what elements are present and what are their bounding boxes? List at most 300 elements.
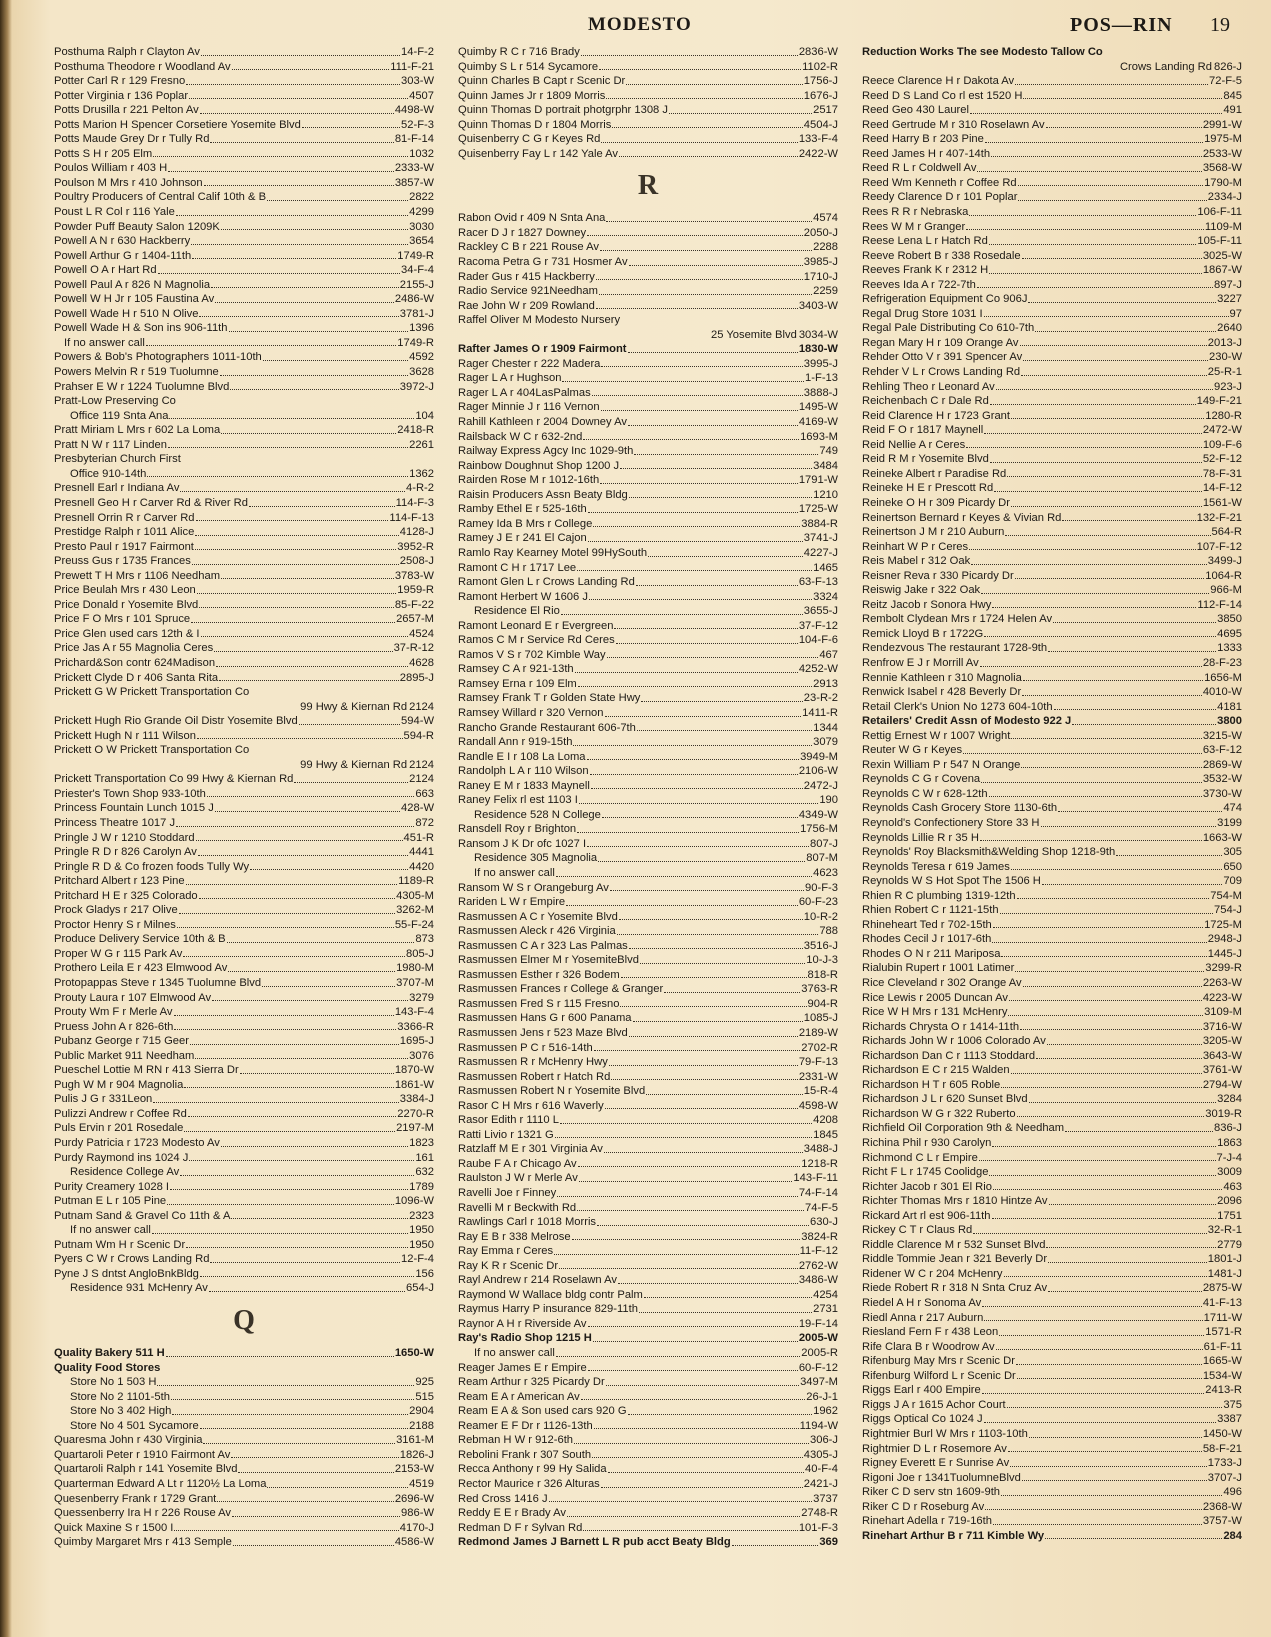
dot-leader	[634, 454, 818, 455]
dot-leader	[609, 1065, 798, 1066]
listing-phone: 2005-R	[801, 1347, 838, 1360]
dot-leader	[990, 404, 1196, 405]
listing-row	[458, 1317, 838, 1332]
listing-phone: 4628	[409, 656, 434, 669]
dot-leader	[626, 84, 803, 85]
listing-name: Rialubin Rupert r 1001 Latimer	[862, 962, 1015, 975]
dot-leader	[556, 1356, 800, 1357]
listing-name: Powell Paul A r 826 N Magnolia	[54, 278, 211, 291]
listing-phone: 2486-W	[394, 293, 434, 306]
dot-leader	[596, 308, 798, 309]
listing-phone: 3972-J	[399, 380, 434, 393]
listing-phone: 2124	[409, 758, 434, 771]
dot-leader	[1020, 345, 1207, 346]
listing-phone: 37-F-12	[798, 619, 838, 632]
listing-phone: 2418-R	[397, 424, 434, 437]
dot-leader	[302, 127, 400, 128]
dot-leader	[588, 1370, 798, 1371]
listing-row	[862, 394, 1242, 409]
listing-row	[458, 211, 838, 226]
listing-phone: 2904	[409, 1405, 434, 1418]
dot-leader	[596, 279, 803, 280]
listing-phone: 1561-W	[1202, 496, 1242, 509]
listing-name: Rice Lewis r 2005 Duncan Av	[862, 991, 1008, 1004]
dot-leader	[588, 512, 798, 513]
dot-leader	[221, 1146, 408, 1147]
listing-name: Richter Jacob r 301 El Rio	[862, 1180, 992, 1193]
listing-name: Rasmussen Hans G r 600 Panama	[458, 1012, 632, 1025]
listing-phone: 1863	[1217, 1137, 1242, 1150]
listing-row	[458, 764, 838, 779]
listing-name: Quick Maxine S r 1500 I	[54, 1521, 174, 1534]
listing-row	[54, 700, 434, 715]
listing-name: Putnam Wm H r Scenic Dr	[54, 1238, 186, 1251]
listing-row	[862, 1092, 1242, 1107]
dot-leader	[608, 1472, 804, 1473]
listing-phone: 1826-J	[399, 1448, 434, 1461]
listing-name: Rariden L W r Empire	[458, 896, 566, 909]
dot-leader	[664, 992, 800, 993]
dot-leader	[191, 622, 395, 623]
dot-leader	[989, 244, 1197, 245]
listing-name: Riker C D serv stn 1609-9th	[862, 1486, 1001, 1499]
dot-leader	[619, 156, 798, 157]
listing-name: Potts Marion H Spencer Corsetiere Yosemite Blvd	[54, 118, 301, 131]
listing-name: Pyne J S dntst AngloBnkBldg	[54, 1267, 199, 1280]
listing-row	[54, 132, 434, 147]
listing-name: If no answer call	[474, 866, 555, 879]
dot-leader	[984, 316, 1229, 317]
listing-row	[862, 249, 1242, 264]
listing-phone: 2748-R	[801, 1507, 838, 1520]
listing-name: Richards Chrysta O r 1414-11th	[862, 1020, 1020, 1033]
listing-row	[862, 307, 1242, 322]
listing-row	[458, 808, 838, 823]
listing-phone: 1-F-13	[805, 372, 838, 385]
listing-row	[458, 132, 838, 147]
listing-name: Reduction Works The see Modesto Tallow Co	[862, 46, 1103, 58]
listing-row	[54, 1506, 434, 1521]
listing-row	[862, 1296, 1242, 1311]
listing-phone: 111-F-21	[390, 60, 434, 73]
listing-phone: 2508-J	[399, 555, 434, 568]
listing-phone: 3387	[1217, 1413, 1242, 1426]
listing-name: Ramont C H r 1717 Lee	[458, 561, 577, 574]
listing-row	[862, 525, 1242, 540]
listing-row	[458, 1273, 838, 1288]
dot-leader	[969, 215, 1196, 216]
dot-leader	[991, 156, 1202, 157]
listing-row	[862, 438, 1242, 453]
listing-phone: 3205-W	[1202, 1035, 1242, 1048]
listing-row	[54, 1165, 434, 1180]
listing-row	[862, 423, 1242, 438]
listing-name: Presnell Orrin R r Carver Rd	[54, 511, 195, 524]
dot-leader	[589, 599, 812, 600]
dot-leader	[1065, 1131, 1213, 1132]
listing-row	[54, 423, 434, 438]
listing-name: Reichenbach C r Dale Rd	[862, 395, 989, 408]
listing-row	[54, 787, 434, 802]
listing-name: Residence El Rio	[474, 605, 560, 618]
listing-phone: 3488-J	[803, 1143, 838, 1156]
listing-phone: 52-F-12	[1202, 453, 1242, 466]
section-letter-heading: R	[637, 170, 659, 202]
listing-name: Rayl Andrew r 214 Roselawn Av	[458, 1274, 617, 1287]
dot-leader	[605, 716, 802, 717]
listing-row	[862, 1165, 1242, 1180]
listing-phone: 1801-J	[1207, 1253, 1242, 1266]
listing-name: Pueschel Lottie M RN r 413 Sierra Dr	[54, 1064, 239, 1077]
listing-row	[862, 1369, 1242, 1384]
dot-leader	[996, 1349, 1203, 1350]
dot-leader	[267, 200, 408, 201]
listing-name: Ravelli M r Beckwith Rd	[458, 1201, 577, 1214]
listing-phone: 3850	[1217, 613, 1242, 626]
dot-leader	[981, 782, 1202, 783]
listing-name: Rasmussen Aleck r 426 Virginia	[458, 925, 616, 938]
listing-row	[458, 226, 838, 241]
dot-leader	[174, 1530, 398, 1531]
listing-phone: 1711-W	[1203, 1311, 1242, 1324]
listing-row	[458, 415, 838, 430]
listing-name: Rhien Robert C r 1121-15th	[862, 904, 999, 917]
dot-leader	[984, 636, 1216, 637]
listing-row	[458, 1099, 838, 1114]
dot-leader	[579, 803, 819, 804]
dot-leader	[201, 55, 400, 56]
listing-row	[54, 671, 434, 686]
listing-name: Pubanz George r 715 Geer	[54, 1035, 189, 1048]
listing-name: Richardson W G r 322 Ruberto	[862, 1107, 1016, 1120]
dot-leader	[629, 265, 803, 266]
listing-name: Ray's Radio Shop 1215 H	[458, 1332, 592, 1345]
listing-row	[458, 1462, 838, 1477]
listing-phone: 2640	[1217, 322, 1242, 335]
listing-row	[458, 735, 838, 750]
listing-row	[458, 706, 838, 721]
dot-leader	[1000, 913, 1213, 914]
dot-leader	[990, 462, 1202, 463]
dot-leader	[1058, 811, 1222, 812]
listing-row	[458, 691, 838, 706]
listing-name: Rager L A r Hughson	[458, 372, 562, 385]
listing-name: Prestidge Ralph r 1011 Alice	[54, 526, 195, 539]
listing-name: Retailers' Credit Assn of Modesto 922 J	[862, 715, 1072, 728]
listing-row	[862, 583, 1242, 598]
listing-name: Reed Harry B r 203 Pine	[862, 133, 984, 146]
listing-name: Prouty Laura r 107 Elmwood Av	[54, 991, 212, 1004]
listing-name: Ransdell Roy r Brighton	[458, 823, 577, 836]
listing-name: Quartaroli Ralph r 141 Yosemite Blvd	[54, 1463, 238, 1476]
listing-name: Rasmussen A C r Yosemite Blvd	[458, 910, 618, 923]
listing-phone: 2533-W	[1202, 147, 1242, 160]
dot-leader	[592, 1457, 803, 1458]
dot-leader	[629, 1036, 798, 1037]
dot-leader	[1008, 1451, 1202, 1452]
listing-phone: 4299	[409, 206, 434, 219]
listing-row	[458, 1375, 838, 1390]
listing-phone: 74-F-14	[798, 1187, 838, 1200]
listing-name: Pringle R D & Co frozen foods Tully Wy	[54, 860, 250, 873]
listing-name: Riddle Clarence M r 532 Sunset Blvd	[862, 1238, 1046, 1251]
listing-row	[862, 1238, 1242, 1253]
listing-name: Rifenburg May Mrs r Scenic Dr	[862, 1355, 1015, 1368]
listing-name: Store No 1 503 H	[70, 1376, 157, 1389]
dot-leader	[577, 1210, 804, 1211]
listing-phone: 4592	[409, 351, 434, 364]
listing-phone: 3952-R	[397, 540, 434, 553]
listing-phone: 650	[1223, 860, 1242, 873]
dot-leader	[1049, 1204, 1217, 1205]
listing-phone: 2696-W	[394, 1492, 434, 1505]
listing-row	[54, 60, 434, 75]
listing-phone: 2013-J	[1207, 336, 1242, 349]
dot-leader	[566, 905, 798, 906]
listing-row	[862, 816, 1242, 831]
listing-name: Ramby Ethel E r 525-16th	[458, 503, 587, 516]
listing-phone: 85-F-22	[394, 598, 434, 611]
dot-leader	[200, 1276, 414, 1277]
dot-leader	[577, 832, 799, 833]
dot-leader	[1017, 1116, 1205, 1117]
listing-row	[862, 132, 1242, 147]
listing-row	[458, 1448, 838, 1463]
listing-row	[862, 1194, 1242, 1209]
listing-name: Randle E I r 108 La Loma	[458, 750, 586, 763]
listing-row	[458, 939, 838, 954]
dot-leader	[1009, 1000, 1202, 1001]
dot-leader	[575, 672, 798, 673]
listing-phone: 2261	[409, 438, 434, 451]
listing-phone: 925	[415, 1376, 434, 1389]
listing-name: Reinhart W P r Ceres	[862, 540, 969, 553]
listing-name: Prock Gladys r 217 Olive	[54, 904, 178, 917]
listing-name: Redmond James J Barnett L R pub acct Beaty Bldg	[458, 1536, 731, 1549]
listing-name: Poultry Producers of Central Calif 10th & B	[54, 191, 267, 204]
listing-name: Raney E M r 1833 Maynell	[458, 779, 590, 792]
dot-leader	[591, 788, 803, 789]
listing-phone: 2913	[813, 677, 838, 690]
listing-phone: 97	[1229, 307, 1242, 320]
listing-row	[862, 1180, 1242, 1195]
dot-leader	[219, 680, 399, 681]
dot-leader	[977, 171, 1201, 172]
listing-phone: 2197-M	[396, 1122, 434, 1135]
listing-name: Rackley C B r 221 Rouse Av	[458, 241, 599, 254]
listing-row	[54, 1433, 434, 1448]
dot-leader	[214, 651, 392, 652]
listing-row	[862, 787, 1242, 802]
listing-name: Powell W H Jr r 105 Faustina Av	[54, 293, 215, 306]
listing-name: Riddle Tommie Jean r 321 Beverly Dr	[862, 1253, 1048, 1266]
listing-phone: 15-R-4	[803, 1085, 838, 1098]
listing-phone: 1064-R	[1205, 569, 1242, 582]
listing-phone: 3761-W	[1202, 1064, 1242, 1077]
listing-phone: 3009	[1217, 1166, 1242, 1179]
dot-leader	[562, 381, 804, 382]
listing-name: Store No 2 1101-5th	[70, 1390, 170, 1403]
listing-row	[54, 336, 434, 351]
listing-row	[862, 991, 1242, 1006]
listing-name: Reineke H E r Prescott Rd	[862, 482, 994, 495]
listing-phone: 1656-M	[1204, 671, 1242, 684]
listing-phone: 836-J	[1214, 1122, 1242, 1135]
listing-phone: 1749-R	[397, 249, 434, 262]
listing-name: Remick Lloyd B r 1722G	[862, 627, 984, 640]
dot-leader	[1046, 127, 1202, 128]
listing-phone: 2368-W	[1202, 1500, 1242, 1513]
listing-name: Rendezvous The restaurant 1728-9th	[862, 642, 1048, 655]
dot-leader	[981, 593, 1209, 594]
listing-phone: 4623	[813, 866, 838, 879]
listing-row	[54, 1361, 434, 1376]
listing-phone: 4170-J	[399, 1521, 434, 1534]
listing-row	[862, 1442, 1242, 1457]
listing-name: Riker C D r Roseburg Av	[862, 1500, 985, 1513]
listing-row	[458, 604, 838, 619]
listing-phone: 37-R-12	[393, 642, 434, 655]
listing-name: Presbyterian Church First	[54, 453, 181, 466]
listing-row	[862, 496, 1242, 511]
listing-row	[54, 961, 434, 976]
listing-name: Reiswig Jake r 322 Oak	[862, 584, 981, 597]
listing-row	[862, 511, 1242, 526]
listing-row	[458, 531, 838, 546]
listing-name: Richina Phil r 930 Carolyn	[862, 1137, 992, 1150]
listing-name: Produce Delivery Service 10th & B	[54, 933, 226, 946]
listing-phone: 3025-W	[1202, 249, 1242, 262]
dot-leader	[599, 294, 812, 295]
listing-row	[458, 74, 838, 89]
listing-row	[458, 721, 838, 736]
listing-name: Presto Paul r 1917 Fairmont	[54, 540, 194, 553]
dot-leader	[579, 1181, 793, 1182]
listing-name: Rexin William P r 547 N Orange	[862, 758, 1021, 771]
listing-name: Riede Robert R r 318 N Snta Cruz Av	[862, 1282, 1048, 1295]
dot-leader	[210, 1262, 400, 1263]
listing-name: Price Donald r Yosemite Blvd	[54, 598, 199, 611]
listing-row	[458, 1288, 838, 1303]
listing-row	[862, 947, 1242, 962]
listing-phone: 190	[819, 794, 838, 807]
listing-phone: 61-F-11	[1203, 1340, 1242, 1353]
listing-row	[862, 903, 1242, 918]
dot-leader	[621, 977, 807, 978]
dot-leader	[1018, 200, 1206, 201]
listing-phone: 2005-W	[798, 1332, 838, 1345]
dot-leader	[1010, 1466, 1207, 1467]
listing-phone: 306-J	[810, 1434, 838, 1447]
listing-row	[862, 671, 1242, 686]
dot-leader	[1011, 869, 1223, 870]
listing-name: Randall Ann r 919-15th	[458, 736, 573, 749]
listing-name: Riggs J A r 1615 Achor Court	[862, 1398, 1006, 1411]
listing-row	[862, 1456, 1242, 1471]
listing-row	[54, 74, 434, 89]
listing-row	[862, 1412, 1242, 1427]
listing-row	[458, 1390, 838, 1405]
directory-column-2	[458, 45, 838, 1550]
dot-leader	[249, 506, 395, 507]
listing-phone: 1450-W	[1202, 1427, 1242, 1440]
listing-phone: 3654	[409, 235, 434, 248]
listing-phone: 1693-M	[800, 430, 838, 443]
dot-leader	[599, 69, 801, 70]
listing-row	[862, 365, 1242, 380]
listing-name: Rasmussen Robert r Hatch Rd	[458, 1070, 611, 1083]
listing-phone: 2263-W	[1202, 977, 1242, 989]
listing-phone: 3161-M	[396, 1434, 434, 1447]
listing-phone: 4574	[813, 212, 838, 225]
listing-phone: 3949-M	[800, 750, 838, 763]
listing-phone: 104-F-6	[798, 634, 838, 647]
listing-phone: 1845	[813, 1128, 838, 1141]
dot-leader	[174, 1029, 396, 1030]
dot-leader	[186, 84, 400, 85]
listing-row	[862, 1078, 1242, 1093]
dot-leader	[1001, 956, 1206, 957]
listing-name: Rector Maurice r 326 Alturas	[458, 1477, 600, 1490]
listing-phone: 2188	[409, 1419, 434, 1432]
listing-row	[458, 1259, 838, 1274]
dot-leader	[200, 1428, 408, 1429]
listing-row	[54, 1267, 434, 1282]
listing-name: Rehder Otto V r 391 Spencer Av	[862, 351, 1023, 364]
listing-row	[54, 1121, 434, 1136]
dot-leader	[629, 948, 803, 949]
listing-name: Ramos V S r 702 Kimble Way	[458, 648, 606, 661]
listing-phone: 4223-W	[1202, 991, 1242, 1004]
dot-leader	[966, 447, 1202, 448]
dot-leader	[1011, 506, 1202, 507]
listing-name: Raney Felix rl est 1103 I	[458, 794, 578, 807]
listing-row	[458, 103, 838, 118]
dot-leader	[629, 497, 812, 498]
listing-row	[458, 1011, 838, 1026]
dot-leader	[977, 287, 1213, 288]
dot-leader	[600, 483, 798, 484]
listing-row	[54, 176, 434, 191]
listing-phone: 3403-W	[798, 299, 838, 312]
listing-name: Rife Clara B r Woodrow Av	[862, 1340, 995, 1353]
listing-phone: 2124	[409, 773, 434, 786]
listing-phone: 1823	[409, 1137, 434, 1150]
listing-name: Railsback W C r 632-2nd	[458, 430, 583, 443]
dot-leader	[1021, 767, 1201, 768]
listing-row	[862, 1383, 1242, 1398]
dot-leader	[147, 476, 408, 477]
listing-name: Ream E A r American Av	[458, 1390, 580, 1403]
listing-name: Pritchard Albert r 123 Pine	[54, 875, 185, 888]
listing-phone: 3757-W	[1202, 1515, 1242, 1528]
dot-leader	[573, 745, 812, 746]
listing-phone: 2153-W	[394, 1463, 434, 1476]
listing-row	[862, 758, 1242, 773]
dot-leader	[601, 366, 802, 367]
listing-phone: 2050-J	[803, 226, 838, 239]
listing-row	[54, 918, 434, 933]
listing-row	[54, 991, 434, 1006]
listing-row	[54, 249, 434, 264]
listing-phone: 230-W	[1209, 351, 1242, 364]
dot-leader	[200, 113, 394, 114]
dot-leader	[229, 331, 409, 332]
listing-phone: 3484	[813, 459, 838, 472]
dot-leader	[574, 1443, 809, 1444]
listing-name: Rehder V L r Crows Landing Rd	[862, 366, 1021, 379]
dot-leader	[561, 614, 803, 615]
